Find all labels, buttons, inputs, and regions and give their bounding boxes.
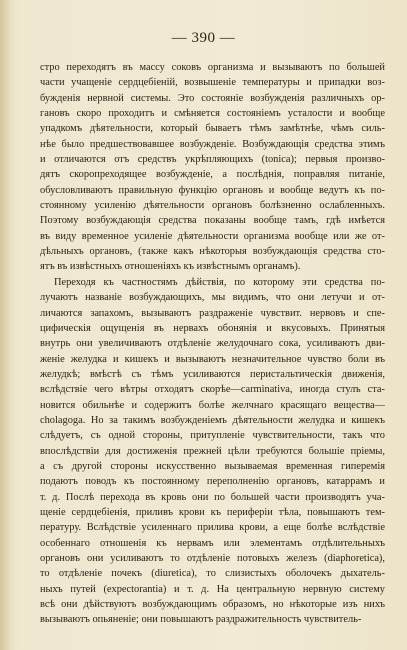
text-line: щеніе сердцебіенія, приливъ крови къ периферіи тѣла, повышаютъ тем- — [40, 506, 385, 518]
text-line: особеннаго отношенія къ нервамъ или элементамъ отдѣлительныхъ — [40, 537, 385, 549]
text-line: и отличаются отъ средствъ укрѣпляющихъ (tonica); первыя произво- — [40, 154, 385, 166]
text-line: стро переходятъ въ массу соковъ организма и вызываютъ по большей — [40, 62, 385, 73]
text-line: личаются запахомъ, вызываютъ раздраженіе чувствит. нервовъ и спе- — [40, 307, 385, 319]
text-line: желудкѣ; вмѣстѣ съ тѣмъ усиливаются перистальтическія движенія, — [40, 368, 385, 380]
text-line: стоянному усиленію дѣятельности органовъ болѣзненно ослабленныхъ. — [40, 200, 385, 212]
text-line: Переходя къ частностямъ дѣйствія, по которому эти средства по- — [54, 276, 385, 288]
body-text — [40, 60, 385, 628]
text-line: всѣ они дѣйствуютъ возбуждающимъ образомъ, но нѣкоторые изъ нихъ — [40, 599, 385, 611]
text-line: т. д. Послѣ перехода въ кровь они по большей части производятъ уча- — [40, 491, 385, 503]
text-line: въ виду временное усиленіе дѣятельности организма вообще или же от- — [40, 230, 385, 242]
text-line: слѣдуетъ, съ одной стороны, притупленіе чувствительности, такъ что — [40, 430, 385, 442]
text-line: ятъ въ извѣстныхъ отношеніяхъ къ извѣстнымъ органамъ). — [40, 261, 301, 273]
text-line: новится обильнѣе и содержитъ болѣе желчнаго красящаго вещества— — [40, 399, 385, 411]
page-number: — 390 — — [171, 30, 236, 46]
text-line: пературу. Вслѣдствіе усиленнаго прилива крови, а еще болѣе вслѣдствіе — [40, 522, 385, 534]
text-line: части учащеніе сердцебіеній, возвышеніе температуры и припадки воз- — [40, 77, 385, 89]
page-gutter-shadow — [0, 0, 10, 650]
text-line: то отдѣленіе почекъ (diuretica), то слизистыхъ оболочекъ дыхатель- — [40, 568, 385, 580]
text-line: вызываютъ опьяненіе; они повышаютъ раздражительность чувствитель- — [40, 614, 362, 626]
text-line: внутрь они увеличиваютъ отдѣленіе желудочнаго сока, усиливаютъ дви- — [40, 338, 385, 350]
text-line: гановъ скоро проходитъ и смѣняется состояніемъ усталости и вообще — [40, 108, 385, 120]
text-line: лучаютъ названіе возбуждающихъ, мы видимъ, что они летучи и от- — [40, 292, 385, 304]
text-line: бужденія нервной системы. Это состояніе возбужденія различныхъ ор- — [40, 92, 385, 104]
text-line: вслѣдствіе чего вѣтры отходятъ скорѣе—carminativa, иногда стулъ ста- — [40, 384, 385, 396]
text-line: упадкомъ дѣятельности, который бываетъ тѣмъ замѣтнѣе, чѣмъ силь- — [40, 123, 385, 135]
text-line: впослѣдствіи для достиженія прежней цѣли требуются большіе пріемы, — [40, 445, 385, 457]
text-line: cholagoga. Но за такимъ возбужденіемъ дѣятельности желудка и кишекъ — [40, 414, 385, 426]
text-line: нѣе было предшествовавшее возбужденіе. Возбуждающія средства этимъ — [40, 138, 385, 150]
text-line: а съ другой стороны искусственно вызываемая временная гиперемія — [40, 460, 385, 472]
text-line: Поэтому возбуждающія средства показаны вообще тамъ, гдѣ имѣется — [40, 215, 385, 227]
text-line: дятъ скоропреходящее возбужденіе, а послѣднія, поправляя питаніе, — [40, 169, 385, 181]
text-line: дѣльныхъ органовъ, (также какъ нѣкоторыя возбуждающія средства сто- — [40, 246, 385, 258]
text-line: ныхъ путей (expectorantia) и т. д. На центральную нервную систему — [40, 583, 385, 595]
text-line: женіе желудка и кишекъ и вызываютъ незначительное чувство боли въ — [40, 353, 385, 365]
text-line: цифическія ощущенія въ нервахъ обонянія и вкусовыхъ. Принятыя — [40, 322, 385, 334]
text-line: обусловливаютъ правильную функцію органовъ и вообще ведутъ къ по- — [40, 184, 385, 196]
text-line: подаютъ поводъ къ постоянному переполненію органовъ, катаррамъ и — [40, 476, 385, 488]
text-line: органовъ они усиливаютъ то отдѣленіе потовыхъ железъ (diaphoretica), — [40, 553, 385, 564]
